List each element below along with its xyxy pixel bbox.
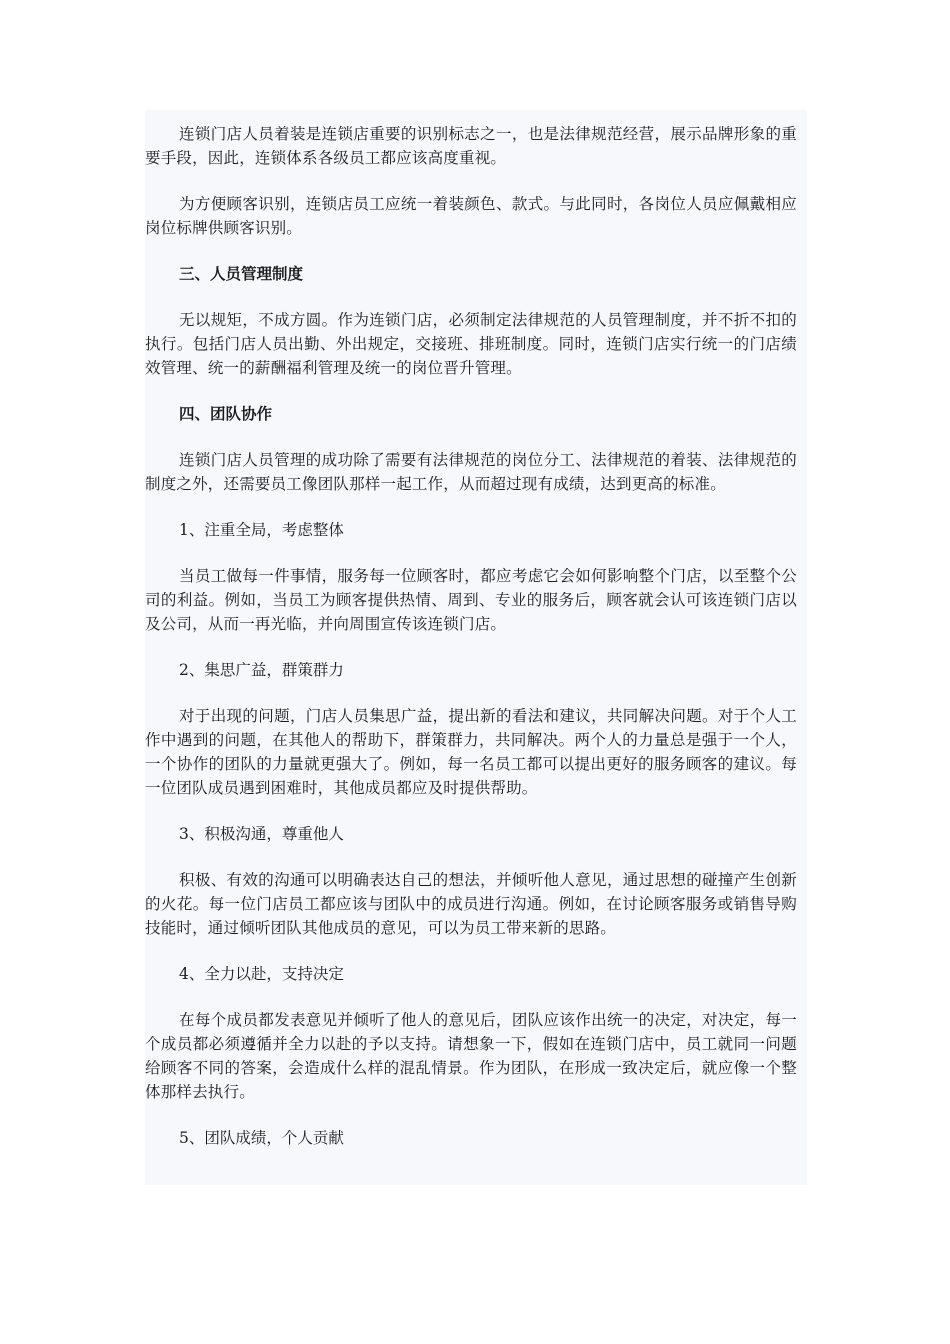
subheading-communication: 3、积极沟通，尊重他人 bbox=[179, 825, 344, 843]
paragraph-rules: 无以规矩，不成方圆。作为连锁门店，必须制定法律规范的人员管理制度，并不折不扣的执行。包括门店人员出勤、外出规定，交接班、排班制度。同时，连锁门店实行统一的门店绩效管理、统一的薪酬福利管理及统一的岗位晋升管理。 bbox=[145, 311, 797, 377]
subheading-team-results: 5、团队成绩，个人贡献 bbox=[179, 1129, 344, 1147]
paragraph-communication: 积极、有效的沟通可以明确表达自己的想法，并倾听他人意见，通过思想的碰撞产生创新的火花。每一位门店员工都应该与团队中的成员进行沟通。例如，在讨论顾客服务或销售导购技能时，通过倾听团队其他成员的意见，可以为员工带来新的思路。 bbox=[145, 871, 797, 937]
paragraph-attire-importance: 连锁门店人员着装是连锁店重要的识别标志之一，也是法律规范经营，展示品牌形象的重要手段，因此，连锁体系各级员工都应该高度重视。 bbox=[145, 125, 797, 167]
paragraph-overall: 当员工做每一件事情，服务每一位顾客时，都应考虑它会如何影响整个门店，以至整个公司的利益。例如，当员工为顾客提供热情、周到、专业的服务后，顾客就会认可该连锁门店以及公司，从而一再光临，并向周围宣传该连锁门店。 bbox=[145, 567, 797, 633]
subheading-overall: 1、注重全局，考虑整体 bbox=[179, 521, 344, 539]
subheading-support-decision: 4、全力以赴，支持决定 bbox=[179, 965, 344, 983]
paragraph-uniform-colors: 为方便顾客识别，连锁店员工应统一着装颜色、款式。与此同时，各岗位人员应佩戴相应岗位标牌供顾客识别。 bbox=[145, 195, 797, 237]
paragraph-support-decision: 在每个成员都发表意见并倾听了他人的意见后，团队应该作出统一的决定，对决定，每一个成员都必须遵循并全力以赴的予以支持。请想象一下，假如在连锁门店中，员工就同一问题给顾客不同的答案，会造成什么样的混乱情景。作为团队，在形成一致决定后，就应像一个整体那样去执行。 bbox=[145, 1011, 797, 1101]
paragraph-teamwork-intro: 连锁门店人员管理的成功除了需要有法律规范的岗位分工、法律规范的着装、法律规范的制度之外，还需要员工像团队那样一起工作，从而超过现有成绩，达到更高的标准。 bbox=[145, 451, 797, 493]
paragraph-brainstorm: 对于出现的问题，门店人员集思广益，提出新的看法和建议，共同解决问题。对于个人工作中遇到的问题，在其他人的帮助下，群策群力，共同解决。两个人的力量总是强于一个人，一个协作的团队的力量就更强大了。例如，每一名员工都可以提出更好的服务顾客的建议。每一位团队成员遇到困难时，其他成员都应及时提供帮助。 bbox=[145, 707, 797, 797]
document-body bbox=[145, 110, 807, 1185]
section-heading-personnel-management: 三、人员管理制度 bbox=[179, 265, 304, 283]
subheading-brainstorm: 2、集思广益，群策群力 bbox=[179, 661, 344, 679]
section-heading-teamwork: 四、团队协作 bbox=[179, 405, 273, 423]
